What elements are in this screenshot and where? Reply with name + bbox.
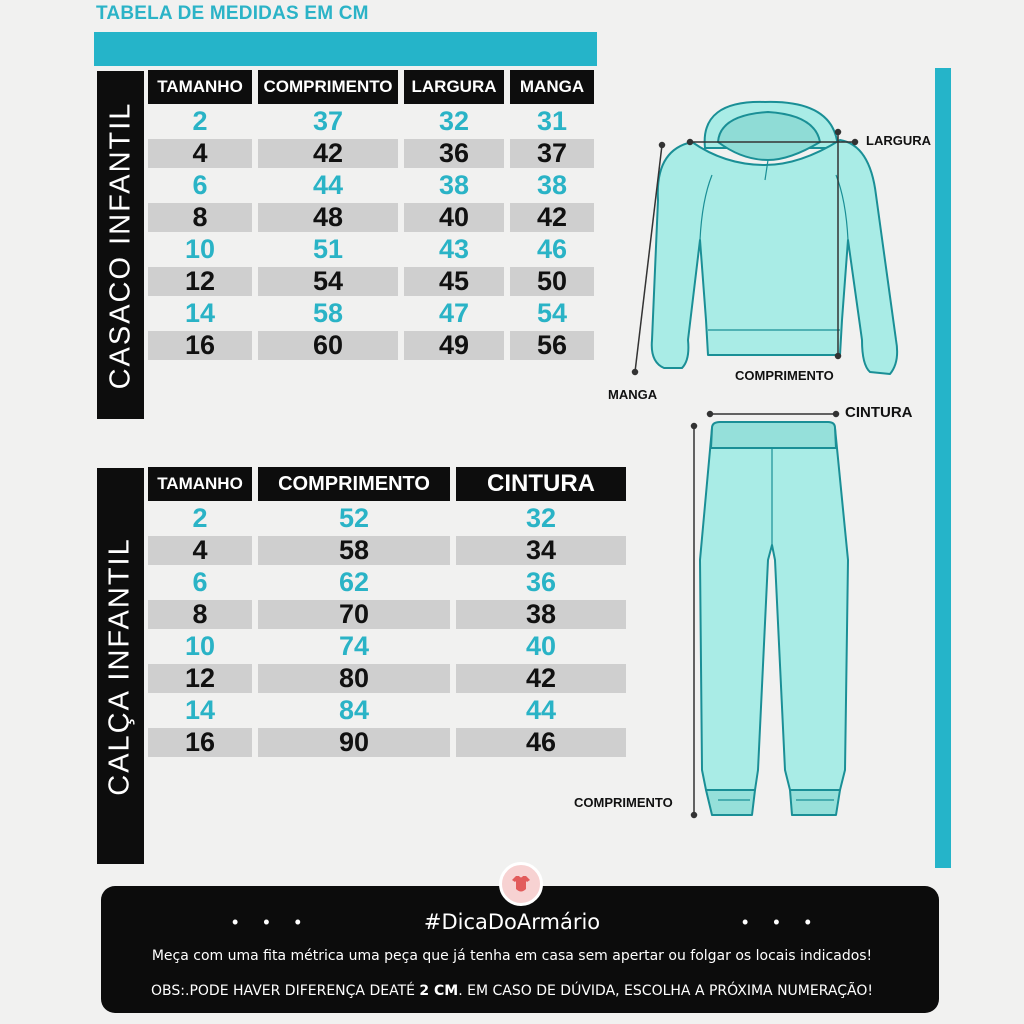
hashtag-text: #DicaDoArmário bbox=[423, 910, 601, 934]
jacket-size-table bbox=[142, 67, 600, 363]
length-cell: 44 bbox=[312, 170, 344, 200]
size-cell: 14 bbox=[184, 695, 216, 725]
length-cell: 58 bbox=[312, 298, 344, 328]
jacket-header-length: COMPRIMENTO bbox=[258, 70, 398, 104]
length-cell: 80 bbox=[258, 664, 450, 693]
length-cell: 37 bbox=[312, 106, 344, 136]
dots-left: • • • bbox=[232, 912, 311, 932]
table-row bbox=[148, 568, 626, 597]
sleeve-cell: 46 bbox=[536, 234, 568, 264]
obs-text bbox=[0, 983, 1024, 999]
table-row bbox=[148, 139, 594, 168]
jacket-header-width: LARGURA bbox=[404, 70, 504, 104]
jacket-side-band bbox=[97, 71, 144, 419]
table-row bbox=[148, 504, 626, 533]
sleeve-cell: 37 bbox=[510, 139, 594, 168]
length-cell: 51 bbox=[312, 234, 344, 264]
table-row bbox=[148, 632, 626, 661]
width-cell: 32 bbox=[438, 106, 470, 136]
waist-cell: 44 bbox=[525, 695, 557, 725]
waist-cell: 34 bbox=[456, 536, 626, 565]
page-title: TABELA DE MEDIDAS EM CM bbox=[96, 3, 369, 24]
length-cell: 42 bbox=[258, 139, 398, 168]
pants-header-waist: CINTURA bbox=[456, 467, 626, 501]
pants-band-label: CALÇA INFANTIL bbox=[104, 536, 136, 796]
obs-suffix: . EM CASO DE DÚVIDA, ESCOLHA A PRÓXIMA NUMERAÇÃO! bbox=[458, 983, 873, 999]
table-row bbox=[148, 267, 594, 296]
width-cell: 47 bbox=[438, 298, 470, 328]
dots-right: • • • bbox=[742, 912, 821, 932]
sleeve-cell: 54 bbox=[536, 298, 568, 328]
width-cell: 49 bbox=[404, 331, 504, 360]
width-cell: 43 bbox=[438, 234, 470, 264]
pants-header-length: COMPRIMENTO bbox=[258, 467, 450, 501]
table-row bbox=[148, 600, 626, 629]
size-cell: 6 bbox=[192, 170, 208, 200]
jacket-header-row bbox=[148, 70, 594, 104]
waist-cell: 46 bbox=[456, 728, 626, 757]
size-cell: 12 bbox=[148, 267, 252, 296]
jacket-band-label: CASACO INFANTIL bbox=[104, 101, 137, 389]
jogger-pants-illustration bbox=[680, 405, 860, 825]
jacket-header-sleeve: MANGA bbox=[510, 70, 594, 104]
table-row bbox=[148, 171, 594, 200]
size-cell: 8 bbox=[148, 203, 252, 232]
table-row bbox=[148, 203, 594, 232]
waist-cell: 32 bbox=[525, 503, 557, 533]
length-cell: 70 bbox=[258, 600, 450, 629]
size-cell: 4 bbox=[148, 139, 252, 168]
jacket-width-label: LARGURA bbox=[866, 133, 931, 148]
sleeve-cell: 38 bbox=[536, 170, 568, 200]
onesie-icon bbox=[499, 862, 543, 906]
length-cell: 54 bbox=[258, 267, 398, 296]
size-cell: 6 bbox=[192, 567, 208, 597]
length-cell: 58 bbox=[258, 536, 450, 565]
size-cell: 2 bbox=[192, 503, 208, 533]
sleeve-cell: 56 bbox=[510, 331, 594, 360]
table-row bbox=[148, 331, 594, 360]
width-cell: 40 bbox=[404, 203, 504, 232]
table-row bbox=[148, 536, 626, 565]
pants-header-size: TAMANHO bbox=[148, 467, 252, 501]
width-cell: 36 bbox=[404, 139, 504, 168]
pants-side-band bbox=[97, 468, 144, 864]
jacket-length-label: COMPRIMENTO bbox=[735, 368, 834, 383]
title-accent-bar bbox=[94, 32, 597, 66]
width-cell: 38 bbox=[438, 170, 470, 200]
size-cell: 4 bbox=[148, 536, 252, 565]
table-row bbox=[148, 235, 594, 264]
length-cell: 62 bbox=[338, 567, 370, 597]
waist-cell: 36 bbox=[525, 567, 557, 597]
sleeve-cell: 31 bbox=[536, 106, 568, 136]
size-cell: 8 bbox=[148, 600, 252, 629]
waist-cell: 40 bbox=[525, 631, 557, 661]
obs-bold: 2 CM bbox=[419, 983, 459, 999]
tip-text: Meça com uma fita métrica uma peça que já tenha em casa sem apertar ou folgar os locais indicados! bbox=[151, 948, 873, 964]
length-cell: 48 bbox=[258, 203, 398, 232]
size-cell: 16 bbox=[148, 728, 252, 757]
size-cell: 14 bbox=[184, 298, 216, 328]
length-cell: 60 bbox=[258, 331, 398, 360]
waist-cell: 38 bbox=[456, 600, 626, 629]
size-cell: 16 bbox=[148, 331, 252, 360]
length-cell: 90 bbox=[258, 728, 450, 757]
table-row bbox=[148, 299, 594, 328]
waist-cell: 42 bbox=[456, 664, 626, 693]
sleeve-cell: 50 bbox=[510, 267, 594, 296]
obs-prefix: OBS:.PODE HAVER DIFERENÇA DEATÉ bbox=[151, 983, 415, 999]
table-row bbox=[148, 696, 626, 725]
length-cell: 52 bbox=[338, 503, 370, 533]
table-row bbox=[148, 728, 626, 757]
jacket-sleeve-label: MANGA bbox=[608, 387, 658, 402]
pants-length-label: COMPRIMENTO bbox=[574, 795, 673, 810]
table-row bbox=[148, 664, 626, 693]
sleeve-cell: 42 bbox=[510, 203, 594, 232]
size-cell: 10 bbox=[184, 631, 216, 661]
jacket-header-size: TAMANHO bbox=[148, 70, 252, 104]
size-cell: 12 bbox=[148, 664, 252, 693]
pants-waist-label: CINTURA bbox=[845, 404, 913, 421]
width-cell: 45 bbox=[404, 267, 504, 296]
length-cell: 84 bbox=[338, 695, 370, 725]
length-cell: 74 bbox=[338, 631, 370, 661]
table-row bbox=[148, 107, 594, 136]
pants-header-row bbox=[148, 467, 626, 501]
size-cell: 10 bbox=[184, 234, 216, 264]
size-cell: 2 bbox=[192, 106, 208, 136]
pants-size-table bbox=[142, 464, 632, 760]
